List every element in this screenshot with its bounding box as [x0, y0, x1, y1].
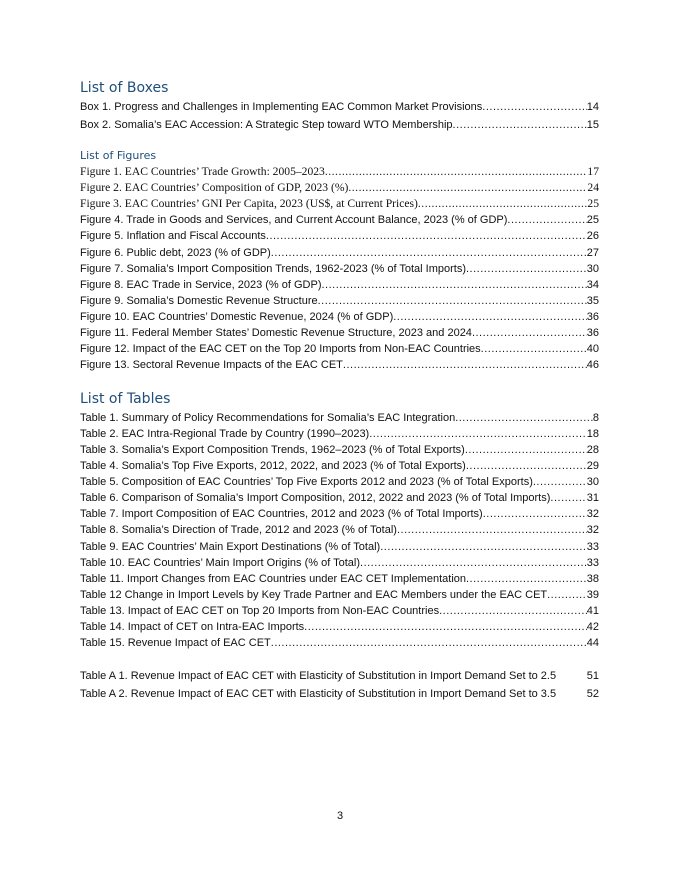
dot-leader — [547, 587, 587, 603]
toc-entry[interactable] — [80, 277, 599, 293]
toc-entry-title: Table A 2. Revenue Impact of EAC CET with Elasticity of Substitution in Import Demand Set to 3.5 — [80, 688, 557, 700]
toc-entry-title: Figure 5. Inflation and Fiscal Accounts — [80, 230, 266, 243]
toc-entry-title: Table 14. Impact of CET on Intra-EAC Imports — [80, 620, 305, 633]
page-number: 3 — [336, 810, 344, 822]
toc-entry-title: Table 8. Somalia’s Direction of Trade, 2012 and 2023 (% of Total) — [80, 524, 397, 537]
list-of-boxes-heading: List of Boxes — [80, 80, 169, 96]
toc-entry[interactable] — [80, 99, 599, 115]
toc-entry[interactable] — [80, 587, 599, 603]
toc-entry-page: 51 — [586, 670, 599, 682]
toc-entry-page: 34 — [586, 278, 599, 291]
dot-leader — [369, 426, 587, 442]
toc-entry-page: 25 — [586, 214, 599, 227]
dot-leader — [482, 99, 586, 115]
toc-entry[interactable] — [80, 458, 599, 474]
dot-leader — [343, 357, 587, 373]
dot-leader — [322, 277, 587, 293]
toc-entry-title: Table 13. Impact of EAC CET on Top 20 Imports from Non-EAC Countries — [80, 604, 440, 617]
dot-leader — [266, 228, 587, 244]
toc-entry-title: Table 1. Summary of Policy Recommendations for Somalia’s EAC Integration — [80, 412, 456, 424]
toc-entry-title: Table 3. Somalia’s Export Composition Trends, 1962–2023 (% of Total Exports) — [80, 444, 465, 457]
toc-entry[interactable] — [80, 341, 599, 357]
toc-entry[interactable] — [80, 506, 599, 522]
toc-entry-title: Figure 13. Sectoral Revenue Impacts of the EAC CET — [80, 359, 343, 372]
toc-entry-title: Figure 11. Federal Member States’ Domestic Revenue Structure, 2023 and 2024 — [80, 327, 472, 339]
dot-leader — [271, 635, 587, 651]
toc-entry-title: Figure 4. Trade in Goods and Services, and Current Account Balance, 2023 (% of GDP) — [80, 214, 508, 227]
dot-leader — [466, 261, 587, 277]
toc-entry-title: Box 2. Somalia’s EAC Accession: A Strategic Step toward WTO Membership — [80, 119, 453, 131]
dot-leader — [318, 293, 587, 309]
toc-entry[interactable] — [80, 426, 599, 442]
toc-entry-page: 8 — [592, 412, 599, 424]
toc-entry[interactable] — [80, 325, 599, 341]
toc-entry-page: 46 — [586, 359, 599, 372]
toc-entry[interactable] — [80, 668, 599, 684]
toc-entry-title: Box 1. Progress and Challenges in Implementing EAC Common Market Provisions — [80, 101, 483, 113]
toc-entry[interactable] — [80, 196, 599, 212]
dot-leader — [455, 410, 593, 426]
toc-entry-page: 36 — [586, 327, 599, 339]
dot-leader — [465, 442, 587, 458]
dot-leader — [397, 522, 587, 538]
toc-entry-page: 17 — [587, 165, 599, 178]
dot-leader — [533, 474, 587, 490]
toc-entry-title: Table 12 Change in Import Levels by Key Trade Partner and EAC Members under the EAC CET — [80, 588, 548, 601]
toc-entry-page: 24 — [587, 181, 599, 195]
toc-entry-page: 36 — [586, 310, 599, 323]
toc-entry-page: 31 — [586, 492, 599, 505]
dot-leader — [304, 619, 587, 635]
toc-entry-title: Figure 10. EAC Countries’ Domestic Revenue, 2024 (% of GDP) — [80, 310, 394, 323]
toc-entry-title: Table 5. Composition of EAC Countries’ Top Five Exports 2012 and 2023 (% of Total Exports) — [80, 476, 533, 489]
dot-leader — [453, 117, 587, 133]
toc-entry[interactable] — [80, 635, 599, 651]
toc-entry[interactable] — [80, 357, 599, 373]
toc-entry[interactable] — [80, 539, 599, 555]
toc-entry[interactable] — [80, 490, 599, 506]
dot-leader — [483, 506, 587, 522]
toc-entry-page: 44 — [586, 636, 599, 649]
toc-entry-page: 27 — [586, 246, 599, 259]
toc-entry[interactable] — [80, 164, 599, 180]
toc-entry[interactable] — [80, 522, 599, 538]
toc-entry-page: 29 — [586, 460, 599, 473]
toc-entry[interactable] — [80, 228, 599, 244]
dot-leader — [507, 212, 586, 228]
dot-leader — [348, 180, 587, 196]
toc-entry-title: Table 15. Revenue Impact of EAC CET — [80, 636, 271, 649]
toc-entry[interactable] — [80, 293, 599, 309]
toc-entry[interactable] — [80, 309, 599, 325]
toc-entry[interactable] — [80, 261, 599, 277]
toc-entry-page: 30 — [586, 262, 599, 275]
toc-entry-page: 33 — [586, 556, 599, 569]
toc-entry-title: Table A 1. Revenue Impact of EAC CET with Elasticity of Substitution in Import Demand Set to 2.5 — [80, 670, 557, 682]
toc-entry-page: 38 — [586, 572, 599, 585]
toc-entry-page: 30 — [586, 476, 599, 489]
toc-entry-title: Table 4. Somalia’s Top Five Exports, 2012, 2022, and 2023 (% of Total Exports) — [80, 460, 466, 473]
dot-leader — [271, 245, 587, 261]
toc-entry-title: Table 6. Comparison of Somalia’s Import Composition, 2012, 2022 and 2023 (% of Total Imports) — [80, 492, 551, 505]
dot-leader — [481, 341, 587, 357]
toc-entry-page: 52 — [586, 688, 599, 700]
toc-entry[interactable] — [80, 686, 599, 702]
toc-entry[interactable] — [80, 245, 599, 261]
toc-entry[interactable] — [80, 555, 599, 571]
toc-entry-page: 25 — [587, 197, 599, 211]
toc-entry[interactable] — [80, 571, 599, 587]
toc-entry-title: Figure 3. EAC Countries’ GNI Per Capita, 2023 (US$, at Current Prices) — [80, 197, 418, 211]
toc-entry-title: Table 11. Import Changes from EAC Countries under EAC CET Implementation — [80, 572, 466, 585]
dot-leader — [466, 571, 587, 587]
toc-entry-page: 33 — [586, 540, 599, 553]
dot-leader — [418, 196, 588, 212]
toc-entry-title: Table 10. EAC Countries’ Main Import Origins (% of Total) — [80, 556, 361, 569]
toc-entry[interactable] — [80, 603, 599, 619]
toc-entry[interactable] — [80, 619, 599, 635]
toc-entry-title: Figure 1. EAC Countries’ Trade Growth: 2005–2023 — [80, 165, 325, 178]
dot-leader — [472, 325, 587, 341]
toc-entry-title: Table 2. EAC Intra-Regional Trade by Country (1990–2023) — [80, 428, 370, 441]
dot-leader — [380, 539, 587, 555]
toc-entry-title: Table 9. EAC Countries’ Main Export Destinations (% of Total) — [80, 540, 381, 553]
dot-leader — [550, 490, 586, 506]
toc-entry-title: Figure 8. EAC Trade in Service, 2023 (% of GDP) — [80, 278, 322, 291]
dot-leader — [360, 555, 587, 571]
list-of-figures-heading: List of Figures — [80, 149, 157, 162]
dot-leader — [466, 458, 587, 474]
toc-entry[interactable] — [80, 180, 599, 196]
toc-entry[interactable] — [80, 474, 599, 490]
toc-entry-page: 42 — [586, 620, 599, 633]
toc-entry-title: Figure 2. EAC Countries’ Composition of GDP, 2023 (%) — [80, 181, 349, 195]
toc-entry-page: 32 — [586, 508, 599, 521]
toc-entry-title: Table 7. Import Composition of EAC Countries, 2012 and 2023 (% of Total Imports) — [80, 508, 483, 521]
toc-entry-page: 14 — [586, 101, 599, 113]
toc-entry-page: 40 — [586, 343, 599, 356]
dot-leader — [393, 309, 587, 325]
toc-entry-page: 35 — [586, 294, 599, 307]
toc-entry-page: 39 — [586, 588, 599, 601]
toc-entry-page: 41 — [586, 604, 599, 617]
toc-entry-page: 26 — [586, 230, 599, 243]
toc-entry-page: 28 — [586, 444, 599, 457]
toc-entry[interactable] — [80, 117, 599, 133]
toc-entry-page: 15 — [586, 119, 599, 131]
toc-entry-title: Figure 9. Somalia’s Domestic Revenue Structure — [80, 294, 318, 307]
toc-entry-page: 32 — [586, 524, 599, 537]
dot-leader — [325, 164, 588, 180]
toc-entry[interactable] — [80, 212, 599, 228]
list-of-tables-heading: List of Tables — [80, 391, 171, 407]
toc-entry-page: 18 — [586, 428, 599, 441]
toc-entry[interactable] — [80, 442, 599, 458]
toc-entry-title: Figure 12. Impact of the EAC CET on the Top 20 Imports from Non-EAC Countries — [80, 343, 481, 356]
toc-entry-title: Figure 7. Somalia’s Import Composition Trends, 1962-2023 (% of Total Imports) — [80, 262, 466, 275]
toc-entry-title: Figure 6. Public debt, 2023 (% of GDP) — [80, 246, 271, 259]
dot-leader — [439, 603, 587, 619]
toc-entry[interactable] — [80, 410, 599, 426]
